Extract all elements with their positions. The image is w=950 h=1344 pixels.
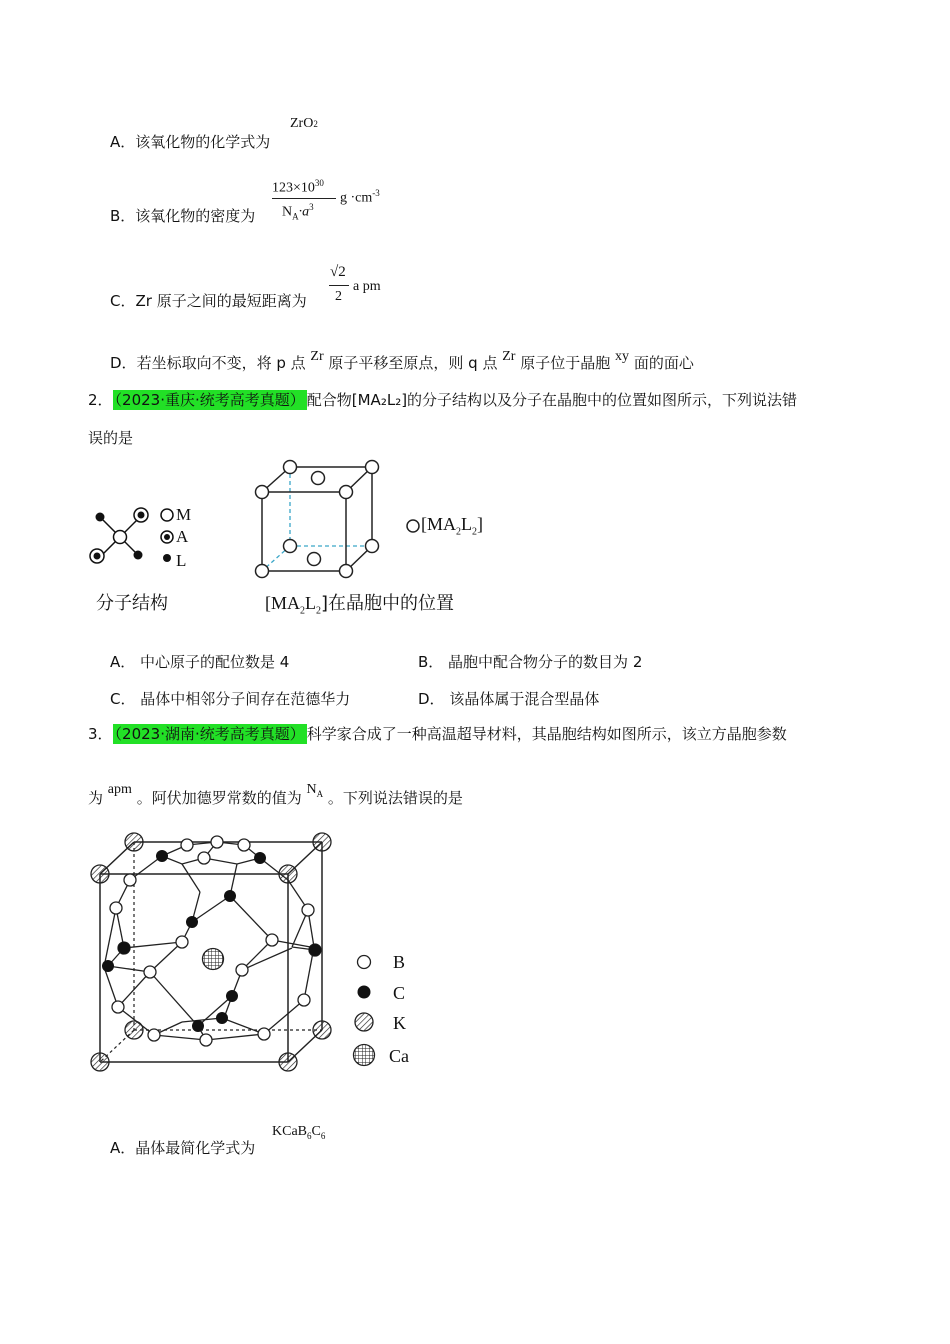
q2-option-c: C． 晶体中相邻分子间存在范德华力 [110, 690, 351, 708]
q2-stem-line1: 2． （2023·重庆·统考高考真题） 配合物[MA₂L₂]的分子结构以及分子在晶胞中的位置如图所示，下列说法错 [88, 391, 798, 409]
q2-unit-cell-figure [250, 455, 390, 580]
formula-zro2: ZrO2 [290, 116, 318, 131]
open-circle-icon [405, 518, 421, 534]
legend-k: K [393, 1013, 406, 1033]
distance-fraction-line [329, 285, 349, 286]
q3-crystal-structure-figure [82, 822, 342, 1092]
caption-molecule-structure: 分子结构 [96, 593, 168, 614]
q3-stem-line2: 为 apm 。阿伏加德罗常数的值为 $N_A$ 。下列说法错误的是 [88, 782, 463, 807]
distance-numerator: √2 [330, 264, 346, 280]
q3-source-tag: （2023·湖南·统考高考真题） [114, 725, 305, 743]
density-fraction-line [272, 198, 336, 199]
q2-source-tag: （2023·重庆·统考高考真题） [114, 391, 305, 409]
formula-kcab6c6: $KCaB_6C_6$ [272, 1124, 326, 1141]
q1-option-b: B．该氧化物的密度为 [110, 207, 256, 225]
q2-option-b: B． 晶胞中配合物分子的数目为 2 [418, 653, 643, 671]
q3-legend-symbols [348, 950, 382, 1075]
density-denominator: $N_A\cdot a^3$ [282, 202, 314, 222]
q3-option-a: A．晶体最简化学式为 [110, 1139, 256, 1157]
caption-unit-cell-position: $[MA_2L_2]$在晶胞中的位置 [265, 593, 455, 617]
q2-option-d: D． 该晶体属于混合型晶体 [418, 690, 600, 708]
q3-stem-line1: 3． （2023·湖南·统考高考真题） 科学家合成了一种高温超导材料，其晶胞结构如图所示，该立方晶胞参数 [88, 725, 787, 743]
distance-denominator: 2 [335, 289, 342, 304]
q2-stem-line2: 误的是 [88, 429, 134, 447]
legend-a: A [176, 527, 189, 546]
q1-option-c: C．Zr 原子之间的最短距离为 [110, 292, 307, 310]
legend-ca: Ca [389, 1046, 409, 1066]
legend-l: L [176, 551, 187, 570]
distance-unit: a pm [353, 279, 381, 294]
q1-option-a: A．该氧化物的化学式为 [110, 133, 271, 151]
q1-option-d: D．若坐标取向不变，将 p 点 Zr 原子平移至原点，则 q 点 Zr 原子位于晶胞 xy 面的面心 [110, 349, 694, 372]
density-numerator: $123\times 10^{30}$ [272, 178, 324, 196]
legend-c: C [393, 983, 406, 1003]
legend-b: B [393, 952, 406, 972]
density-unit: $g \cdot cm^{-3}$ [340, 188, 380, 206]
mol-legend-label: $[MA_2L_2]$ [405, 514, 483, 538]
q2-option-a: A． 中心原子的配位数是 4 [110, 653, 290, 671]
legend-m: M [176, 505, 192, 524]
